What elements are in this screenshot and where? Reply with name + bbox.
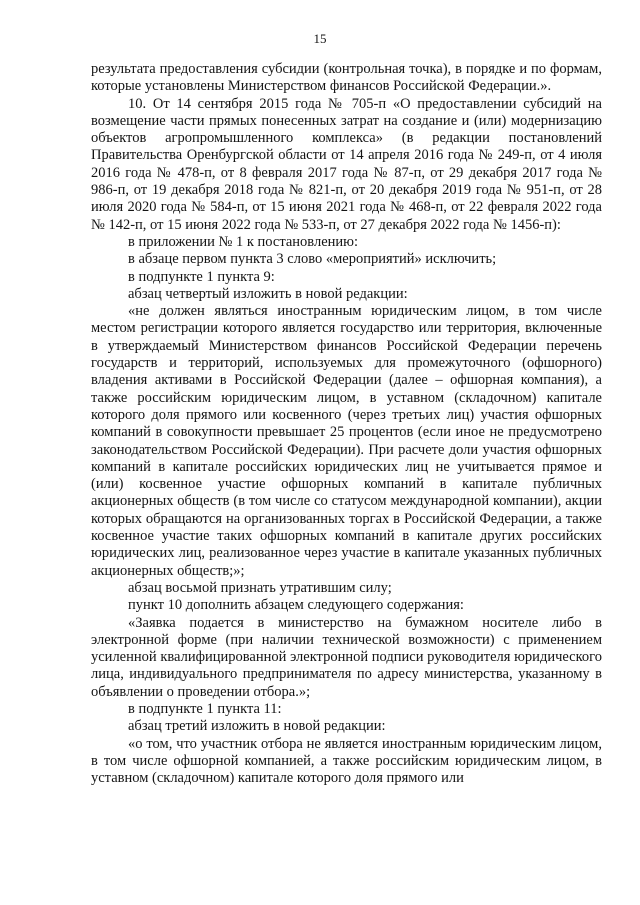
paragraph: в подпункте 1 пункта 9: [128, 268, 275, 285]
paragraph: в абзаце первом пункта 3 слово «мероприятий» исключить; [128, 251, 497, 268]
paragraph: «Заявка подается в министерство на бумажном носителе либо в электронной форме (при наличии технической возможности) с применением усиленной квалифицированной электронной подписи руководителя юридического лица, индивидуального предпринимателя по адресу министерства, указанному в объявлении о проведении отбора.»; [91, 614, 602, 700]
paragraph: результата предоставления субсидии (контрольная точка), в порядке и по формам, которые установлены Министерством финансов Российской Федерации.». [91, 61, 602, 95]
paragraph: абзац четвертый изложить в новой редакции: [128, 285, 408, 302]
paragraph: пункт 10 дополнить абзацем следующего содержания: [128, 597, 464, 614]
paragraph: в приложении № 1 к постановлению: [128, 233, 359, 250]
paragraph: 10. От 14 сентября 2015 года № 705-п «О предоставлении субсидий на возмещение части прямых понесенных затрат на создание и (или) модернизацию объектов агропромышленного комплекса» (в редакции постановлений Правительства Оренбургской области от 14 апреля 2016 года № 249-п, от 4 июля 2016 года № 478-п, от 8 февраля 2017 года № 87-п, от 29 декабря 2017 года № 986-п, от 19 декабря 2018 года № 821-п, от 20 декабря 2019 года № 951-п, от 28 июля 2020 года № 584-п, от 15 июня 2021 года № 468-п, от 22 февраля 2022 года № 142-п, от 15 июня 2022 года № 533-п, от 27 декабря 2022 года № 1456-п): [91, 95, 602, 233]
paragraph: «о том, что участник отбора не является иностранным юридическим лицом, в том числе офшорной компанией, а также российским юридическим лицом, в уставном (складочном) капитале которого доля прямого или [91, 735, 602, 787]
paragraph: абзац восьмой признать утратившим силу; [128, 579, 392, 596]
page-number: 15 [313, 31, 327, 46]
paragraph: абзац третий изложить в новой редакции: [128, 718, 386, 735]
paragraph: в подпункте 1 пункта 11: [128, 700, 282, 717]
paragraph: «не должен являться иностранным юридическим лицом, в том числе местом регистрации которого является государство или территория, включенные в утверждаемый Министерством финансов Российской Федерации перечень государств и территорий, используемых для промежуточного (офшорного) владения активами в Российской Федерации (далее – офшорная компания), а также российским юридическим лицом, в уставном (складочном) капитале которого доля прямого или косвенного (через третьих лиц) участия офшорных компаний в совокупности превышает 25 процентов (если иное не предусмотрено законодательством Российской Федерации). При расчете доли участия офшорных компаний в капитале российских юридических лиц не учитывается прямое и (или) косвенное участие офшорных компаний в капитале публичных акционерных обществ (в том числе со статусом международной компании), акции которых обращаются на организованных торгах в Российской Федерации, а также косвенное участие таких офшорных компаний в капитале других российских юридических лиц, реализованное через участие в капитале указанных публичных акционерных обществ;»; [91, 303, 602, 579]
document-body [91, 61, 602, 787]
